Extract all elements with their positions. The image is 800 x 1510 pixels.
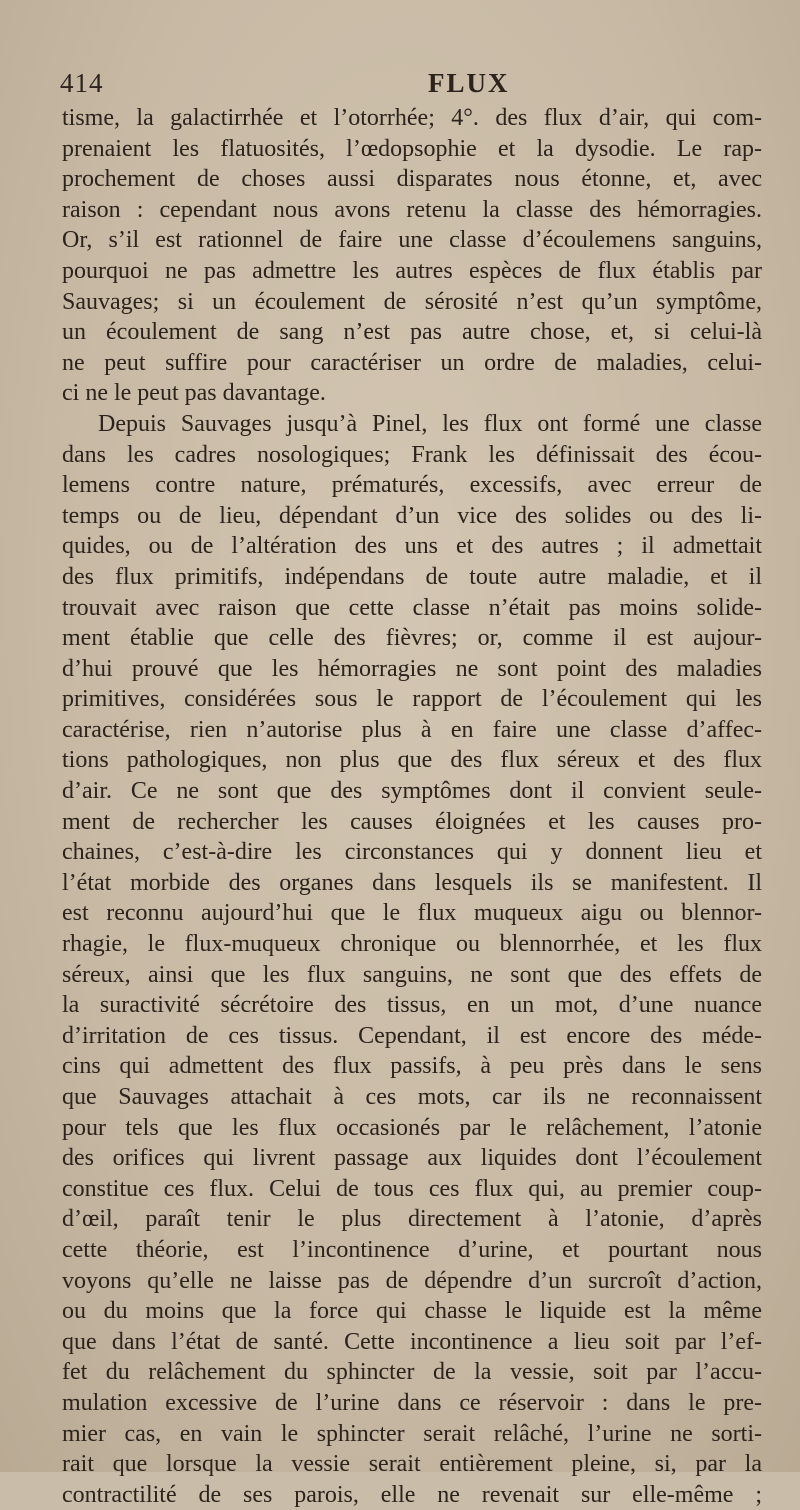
text-line: mulation excessive de l’urine dans ce réservoir : dans le pre- [62,1389,762,1416]
text-line: cins qui admettent des flux passifs, à peu près dans le sens [62,1053,762,1080]
text-line: temps ou de lieu, dépendant d’un vice des solides ou des li- [62,502,762,529]
text-line: prenaient les flatuosités, l’œdopsophie et la dysodie. Le rap- [62,135,762,162]
text-line: tisme, la galactirrhée et l’otorrhée; 4°. des flux d’air, qui com- [62,105,762,131]
text-line: des orifices qui livrent passage aux liquides dont l’écoulement [62,1145,762,1172]
text-line: raison : cependant nous avons retenu la classe des hémorragies. [62,196,762,223]
running-title: FLUX [428,68,510,98]
text-line: ne peut suffire pour caractériser un ordre de maladies, celui- [62,349,762,376]
text-line: prochement de choses aussi disparates nous étonne, et, avec [62,166,762,193]
text-line: des flux primitifs, indépendans de toute autre maladie, et il [62,563,762,590]
text-line: d’air. Ce ne sont que des symptômes dont il convient seule- [62,778,762,805]
text-line: est reconnu aujourd’hui que le flux muqueux aigu ou blennor- [62,900,762,927]
text-line: fet du relâchement du sphincter de la vessie, soit par l’accu- [62,1359,762,1386]
text-line: contractilité de ses parois, elle ne revenait sur elle-même ; [62,1481,762,1508]
text-line: tions pathologiques, non plus que des flux séreux et des flux [62,747,762,774]
body-text [62,103,762,1510]
text-line: mier cas, en vain le sphincter serait relâché, l’urine ne sorti- [62,1420,762,1447]
text-line: la suractivité sécrétoire des tissus, en un mot, d’une nuance [62,992,762,1019]
text-line: ment établie que celle des fièvres; or, comme il est aujour- [62,625,762,652]
text-line: lemens contre nature, prématurés, excessifs, avec erreur de [62,472,762,499]
text-line: trouvait avec raison que cette classe n’était pas moins solide- [62,594,762,621]
text-line: ment de rechercher les causes éloignées et les causes pro- [62,808,762,835]
text-line: voyons qu’elle ne laisse pas de dépendre d’un surcroît d’action, [62,1267,762,1294]
page-number: 414 [60,68,104,98]
text-line: primitives, considérées sous le rapport de l’écoulement qui les [62,686,762,713]
text-line: d’irritation de ces tissus. Cependant, il est encore des méde- [62,1022,762,1049]
text-line: ou du moins que la force qui chasse le liquide est la même [62,1298,762,1325]
text-line: l’état morbide des organes dans lesquels ils se manifestent. Il [62,869,762,896]
text-line: dans les cadres nosologiques; Frank les définissait des écou- [62,441,762,468]
text-line: que Sauvages attachait à ces mots, car ils ne reconnaissent [62,1084,762,1110]
text-line: d’hui prouvé que les hémorragies ne sont point des maladies [62,655,762,682]
text-line: Or, s’il est rationnel de faire une classe d’écoulemens sanguins, [62,227,762,254]
text-line: caractérise, rien n’autorise plus à en faire une classe d’affec- [62,716,762,743]
text-line: Depuis Sauvages jusqu’à Pinel, les flux ont formé une classe [98,410,762,437]
text-line: un écoulement de sang n’est pas autre chose, et, si celui-là [62,319,762,346]
text-line: rhagie, le flux-muqueux chronique ou blennorrhée, et les flux [62,931,762,958]
text-line: pour tels que les flux occasionés par le relâchement, l’atonie [62,1114,762,1141]
text-line: constitue ces flux. Celui de tous ces flux qui, au premier coup- [62,1175,762,1202]
text-line: ci ne le peut pas davantage. [62,380,326,407]
text-line: chaines, c’est-à-dire les circonstances qui y donnent lieu et [62,839,762,866]
page-header [60,68,780,102]
text-line: quides, ou de l’altération des uns et des autres ; il admettait [62,533,762,560]
text-line: d’œil, paraît tenir le plus directement à l’atonie, d’après [62,1206,762,1233]
text-line: que dans l’état de santé. Cette incontinence a lieu soit par l’ef- [62,1328,762,1355]
text-line: rait que lorsque la vessie serait entièrement pleine, si, par la [62,1451,762,1478]
text-line: pourquoi ne pas admettre les autres espèces de flux établis par [62,257,762,284]
text-line: cette théorie, est l’incontinence d’urine, et pourtant nous [62,1236,762,1263]
text-line: séreux, ainsi que les flux sanguins, ne sont que des effets de [62,961,762,988]
text-line: Sauvages; si un écoulement de sérosité n’est qu’un symptôme, [62,288,762,315]
